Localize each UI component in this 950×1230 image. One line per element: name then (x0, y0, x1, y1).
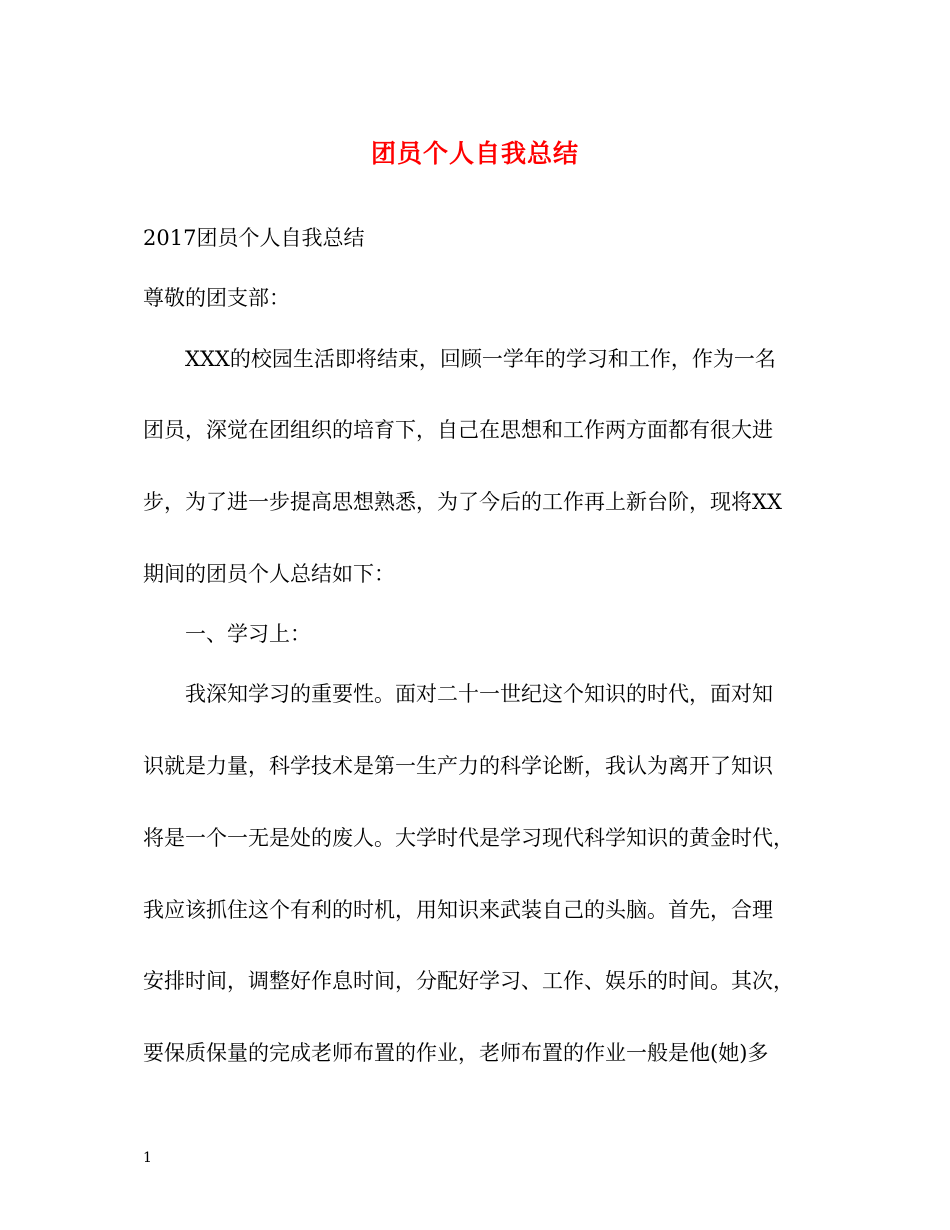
page-number: 1 (143, 1150, 152, 1166)
paragraph-line: 我深知学习的重要性。面对二十一世纪这个知识的时代，面对知 (185, 682, 773, 706)
paragraph-line: XXX的校园生活即将结束，回顾一学年的学习和工作，作为一名 (185, 347, 776, 371)
section-heading: 一、学习上： (185, 622, 311, 646)
paragraph-line: 安排时间，调整好作息时间，分配好学习、工作、娱乐的时间。其次， (143, 969, 794, 993)
paragraph-line: 将是一个一无是处的废人。大学时代是学习现代科学知识的黄金时代， (143, 826, 794, 850)
paragraph-line: 期间的团员个人总结如下： (143, 562, 395, 586)
paragraph-line: 团员，深觉在团组织的培育下，自己在思想和工作两方面都有很大进 (143, 418, 773, 442)
document-title: 团员个人自我总结 (370, 139, 579, 168)
paragraph-line: 识就是力量，科学技术是第一生产力的科学论断，我认为离开了知识 (143, 754, 773, 778)
paragraph-line: 步，为了进一步提高思想熟悉，为了今后的工作再上新台阶，现将XX (143, 490, 782, 514)
subtitle-line: 2017团员个人自我总结 (143, 226, 365, 250)
paragraph-line: 我应该抓住这个有利的时机，用知识来武装自己的头脑。首先，合理 (143, 898, 773, 922)
salutation-line: 尊敬的团支部： (143, 286, 290, 310)
paragraph-line: 要保质保量的完成老师布置的作业，老师布置的作业一般是他(她)多 (143, 1041, 769, 1065)
